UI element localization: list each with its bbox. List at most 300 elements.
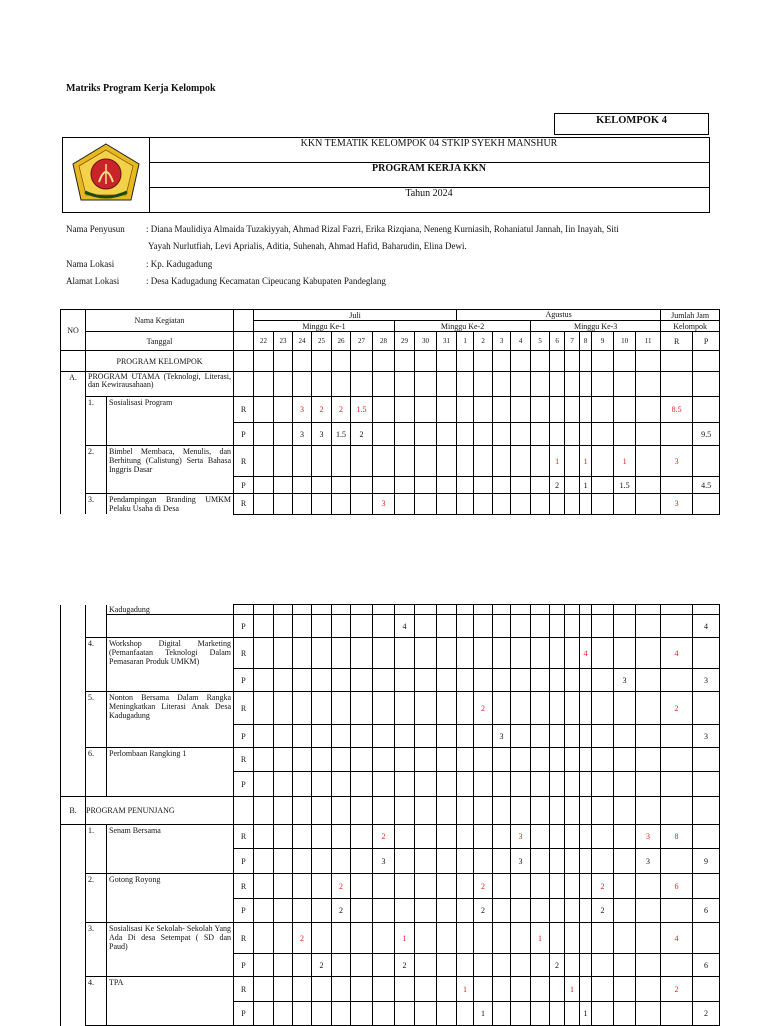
p-value bbox=[293, 725, 312, 748]
empty-cell bbox=[661, 797, 693, 825]
r-value bbox=[274, 638, 293, 669]
r-value bbox=[580, 874, 592, 899]
p-value bbox=[511, 954, 531, 977]
p-value: 1.5 bbox=[332, 423, 351, 446]
p-value bbox=[580, 423, 592, 446]
p-value bbox=[395, 1002, 415, 1026]
empty-cell bbox=[274, 351, 293, 372]
r-value bbox=[580, 692, 592, 725]
r-value bbox=[531, 692, 550, 725]
r-value bbox=[531, 748, 550, 772]
table-row bbox=[61, 310, 720, 321]
p-value bbox=[274, 423, 293, 446]
header-line2: PROGRAM KERJA KKN bbox=[149, 162, 709, 188]
p-value bbox=[293, 772, 312, 797]
activity-name-continued: Kadugadung bbox=[107, 605, 234, 615]
p-value bbox=[254, 725, 274, 748]
r-value bbox=[511, 446, 531, 477]
p-value bbox=[274, 849, 293, 874]
p-label: P bbox=[234, 899, 254, 923]
r-value bbox=[531, 977, 550, 1002]
p-value bbox=[457, 954, 474, 977]
r-value bbox=[332, 446, 351, 477]
alamat-value: : Desa Kadugadung Kecamatan Cipeucang Kabupaten Pandeglang bbox=[146, 276, 386, 286]
no-cell bbox=[61, 351, 86, 372]
r-value bbox=[493, 494, 511, 515]
r-value bbox=[293, 494, 312, 515]
r-value: 1 bbox=[565, 977, 580, 1002]
r-value bbox=[550, 397, 565, 423]
r-value bbox=[493, 397, 511, 423]
r-value bbox=[511, 397, 531, 423]
r-value bbox=[312, 977, 332, 1002]
p-value bbox=[274, 1002, 293, 1026]
table-row bbox=[61, 825, 720, 849]
empty-cell bbox=[580, 797, 592, 825]
date-cell: 5 bbox=[531, 332, 550, 351]
date-cell: 22 bbox=[254, 332, 274, 351]
p-value bbox=[437, 477, 457, 494]
activity-name: Senam Bersama bbox=[107, 825, 234, 874]
alamat-label: Alamat Lokasi bbox=[66, 276, 120, 286]
r-value bbox=[395, 977, 415, 1002]
p-value bbox=[531, 477, 550, 494]
p-value bbox=[312, 477, 332, 494]
p-value: 1 bbox=[580, 1002, 592, 1026]
penyusun-label: Nama Penyusun bbox=[66, 224, 125, 234]
date-cell: 27 bbox=[351, 332, 373, 351]
group-box: KELOMPOK 4 bbox=[554, 113, 709, 135]
table-row bbox=[61, 638, 720, 669]
r-value bbox=[565, 825, 580, 849]
p-total: 4 bbox=[693, 615, 720, 638]
month-agustus: Agustus bbox=[457, 310, 661, 321]
jumlah-jam-header: Jumlah Jam bbox=[661, 310, 720, 321]
p-value bbox=[580, 899, 592, 923]
empty-cell bbox=[395, 351, 415, 372]
date-cell: 30 bbox=[415, 332, 437, 351]
r-value bbox=[493, 446, 511, 477]
p-value bbox=[457, 725, 474, 748]
p-value bbox=[437, 1002, 457, 1026]
p-value bbox=[351, 1002, 373, 1026]
p-total-empty bbox=[693, 825, 720, 849]
r-total: 4 bbox=[661, 923, 693, 954]
r-value bbox=[437, 397, 457, 423]
p-value bbox=[415, 1002, 437, 1026]
r-value bbox=[493, 874, 511, 899]
p-value bbox=[550, 1002, 565, 1026]
activity-name: Gotong Royong bbox=[107, 874, 234, 923]
date-cell: 29 bbox=[395, 332, 415, 351]
empty-cell bbox=[312, 605, 332, 615]
r-value bbox=[312, 638, 332, 669]
r-value bbox=[274, 494, 293, 515]
r-value bbox=[565, 446, 580, 477]
date-cell: 1 bbox=[457, 332, 474, 351]
empty-cell bbox=[332, 797, 351, 825]
p-value: 1 bbox=[580, 477, 592, 494]
empty-cell bbox=[565, 351, 580, 372]
r-value bbox=[565, 494, 580, 515]
r-value bbox=[254, 692, 274, 725]
p-value bbox=[474, 477, 493, 494]
empty-cell bbox=[395, 605, 415, 615]
p-value bbox=[474, 725, 493, 748]
r-value bbox=[437, 825, 457, 849]
r-value bbox=[293, 692, 312, 725]
r-total: 6 bbox=[661, 874, 693, 899]
r-value bbox=[254, 748, 274, 772]
p-value bbox=[636, 954, 661, 977]
r-value bbox=[511, 494, 531, 515]
r-value: 1 bbox=[395, 923, 415, 954]
date-cell: 2 bbox=[474, 332, 493, 351]
r-value bbox=[592, 923, 614, 954]
r-value bbox=[592, 748, 614, 772]
r-value bbox=[493, 977, 511, 1002]
r-total: 4 bbox=[661, 638, 693, 669]
r-value bbox=[312, 825, 332, 849]
p-value bbox=[511, 772, 531, 797]
empty-cell bbox=[332, 351, 351, 372]
p-value bbox=[511, 1002, 531, 1026]
total-p-header: P bbox=[693, 332, 720, 351]
r-value bbox=[415, 638, 437, 669]
r-value bbox=[437, 638, 457, 669]
r-value bbox=[636, 397, 661, 423]
activity-name: Nonton Bersama Dalam Rangka Meningkatkan Literasi Anak Desa Kadugadung bbox=[107, 692, 234, 748]
p-value bbox=[373, 899, 395, 923]
empty-cell bbox=[550, 605, 565, 615]
date-cell: 24 bbox=[293, 332, 312, 351]
r-value bbox=[531, 874, 550, 899]
p-value bbox=[636, 423, 661, 446]
p-value bbox=[293, 849, 312, 874]
p-value bbox=[395, 669, 415, 692]
empty-cell bbox=[274, 797, 293, 825]
r-value bbox=[636, 977, 661, 1002]
no-cell bbox=[61, 748, 86, 797]
p-value bbox=[493, 423, 511, 446]
empty-cell bbox=[274, 372, 293, 397]
r-value bbox=[614, 692, 636, 725]
activity-no: 2. bbox=[86, 874, 107, 923]
p-value bbox=[550, 669, 565, 692]
empty-cell bbox=[614, 351, 636, 372]
empty-cell bbox=[614, 372, 636, 397]
p-value bbox=[511, 477, 531, 494]
r-value bbox=[511, 977, 531, 1002]
p-value: 2 bbox=[312, 954, 332, 977]
p-value bbox=[531, 669, 550, 692]
empty-cell bbox=[293, 351, 312, 372]
p-value: 3 bbox=[373, 849, 395, 874]
p-value bbox=[415, 725, 437, 748]
p-value bbox=[312, 899, 332, 923]
date-cell: 10 bbox=[614, 332, 636, 351]
r-value bbox=[395, 446, 415, 477]
p-value bbox=[493, 954, 511, 977]
r-value bbox=[565, 748, 580, 772]
p-value bbox=[474, 423, 493, 446]
p-value bbox=[351, 615, 373, 638]
lokasi-value: : Kp. Kadugadung bbox=[146, 259, 213, 269]
section-a-name: PROGRAM UTAMA (Teknologi, Literasi, dan Kewirausahaan) bbox=[86, 372, 234, 397]
p-value bbox=[550, 899, 565, 923]
empty-cell bbox=[437, 372, 457, 397]
p-value bbox=[332, 849, 351, 874]
empty-cell bbox=[351, 351, 373, 372]
r-value bbox=[531, 825, 550, 849]
p-value bbox=[351, 669, 373, 692]
p-value bbox=[565, 423, 580, 446]
r-value bbox=[332, 494, 351, 515]
empty-cell bbox=[274, 605, 293, 615]
r-value bbox=[312, 748, 332, 772]
r-value bbox=[474, 638, 493, 669]
p-value bbox=[274, 477, 293, 494]
p-value bbox=[415, 423, 437, 446]
r-value bbox=[332, 748, 351, 772]
r-value bbox=[636, 874, 661, 899]
r-total-empty bbox=[661, 772, 693, 797]
p-value bbox=[565, 725, 580, 748]
r-total-empty bbox=[661, 899, 693, 923]
p-value bbox=[592, 477, 614, 494]
p-value bbox=[274, 772, 293, 797]
p-value bbox=[614, 725, 636, 748]
p-total: 9.5 bbox=[693, 423, 720, 446]
table-row bbox=[61, 692, 720, 725]
empty-cell bbox=[493, 372, 511, 397]
p-value bbox=[274, 725, 293, 748]
r-value bbox=[565, 923, 580, 954]
week-3: Minggu Ke-3 bbox=[531, 321, 661, 332]
p-value bbox=[614, 615, 636, 638]
empty-name bbox=[107, 615, 234, 638]
no-cell bbox=[61, 446, 86, 494]
p-value bbox=[415, 615, 437, 638]
empty-cell bbox=[474, 605, 493, 615]
empty-cell bbox=[614, 605, 636, 615]
p-value bbox=[395, 772, 415, 797]
r-value bbox=[293, 446, 312, 477]
empty-cell bbox=[415, 797, 437, 825]
p-value bbox=[511, 669, 531, 692]
p-value bbox=[415, 669, 437, 692]
r-label: R bbox=[234, 748, 254, 772]
p-value bbox=[415, 772, 437, 797]
p-value bbox=[636, 477, 661, 494]
r-value bbox=[293, 874, 312, 899]
date-cell: 28 bbox=[373, 332, 395, 351]
r-total bbox=[661, 748, 693, 772]
r-value bbox=[580, 494, 592, 515]
p-value bbox=[565, 1002, 580, 1026]
r-value bbox=[373, 638, 395, 669]
r-value bbox=[274, 397, 293, 423]
p-value bbox=[531, 423, 550, 446]
r-value bbox=[437, 977, 457, 1002]
activity-no: 4. bbox=[86, 638, 107, 692]
p-value bbox=[373, 669, 395, 692]
p-value bbox=[636, 899, 661, 923]
empty-cell bbox=[636, 797, 661, 825]
r-value bbox=[415, 446, 437, 477]
table-row bbox=[61, 923, 720, 954]
activity-no: 6. bbox=[86, 748, 107, 797]
date-cell: 4 bbox=[511, 332, 531, 351]
p-value bbox=[636, 669, 661, 692]
r-value bbox=[415, 874, 437, 899]
p-value bbox=[373, 423, 395, 446]
p-value bbox=[531, 772, 550, 797]
r-value bbox=[274, 977, 293, 1002]
r-total-empty bbox=[661, 1002, 693, 1026]
p-value bbox=[565, 899, 580, 923]
p-value bbox=[293, 477, 312, 494]
r-value bbox=[550, 825, 565, 849]
r-value bbox=[254, 638, 274, 669]
p-value bbox=[395, 725, 415, 748]
p-value: 3 bbox=[493, 725, 511, 748]
p-value bbox=[274, 954, 293, 977]
p-total-empty bbox=[693, 494, 720, 515]
r-value bbox=[457, 397, 474, 423]
empty-cell bbox=[580, 372, 592, 397]
no-cell bbox=[61, 825, 86, 874]
r-value bbox=[373, 397, 395, 423]
penyusun-value-line2: Yayah Nurlutfiah, Levi Aprialis, Aditia, Suhenah, Ahmad Hafid, Baharudin, Elina Dewi. bbox=[148, 241, 467, 251]
empty-cell bbox=[580, 605, 592, 615]
r-total: 3 bbox=[661, 446, 693, 477]
activity-name: Perlombaan Rangking 1 bbox=[107, 748, 234, 797]
empty-cell bbox=[636, 605, 661, 615]
r-value bbox=[565, 874, 580, 899]
r-value bbox=[312, 494, 332, 515]
r-value bbox=[457, 494, 474, 515]
empty-cell bbox=[693, 351, 720, 372]
r-value bbox=[592, 825, 614, 849]
r-value bbox=[474, 494, 493, 515]
empty-cell bbox=[592, 797, 614, 825]
r-value bbox=[474, 825, 493, 849]
r-value bbox=[351, 977, 373, 1002]
p-value bbox=[493, 615, 511, 638]
r-value bbox=[373, 923, 395, 954]
empty-cell bbox=[415, 372, 437, 397]
empty-cell bbox=[373, 372, 395, 397]
p-value bbox=[493, 669, 511, 692]
empty-cell bbox=[550, 372, 565, 397]
r-value bbox=[395, 748, 415, 772]
r-value bbox=[351, 923, 373, 954]
r-value bbox=[351, 692, 373, 725]
p-value bbox=[531, 954, 550, 977]
p-total: 6 bbox=[693, 954, 720, 977]
p-value bbox=[493, 772, 511, 797]
r-total-empty bbox=[661, 423, 693, 446]
p-value: 3 bbox=[312, 423, 332, 446]
empty-cell bbox=[580, 351, 592, 372]
p-value bbox=[565, 669, 580, 692]
p-value bbox=[437, 669, 457, 692]
empty-cell bbox=[373, 605, 395, 615]
r-value bbox=[351, 494, 373, 515]
p-value bbox=[592, 1002, 614, 1026]
r-value bbox=[614, 494, 636, 515]
r-value bbox=[274, 692, 293, 725]
r-total-empty bbox=[661, 615, 693, 638]
r-value bbox=[511, 923, 531, 954]
r-value bbox=[531, 494, 550, 515]
p-value bbox=[636, 772, 661, 797]
r-value bbox=[437, 923, 457, 954]
empty-cell bbox=[474, 351, 493, 372]
r-value: 2 bbox=[592, 874, 614, 899]
p-label: P bbox=[234, 772, 254, 797]
p-label: P bbox=[234, 615, 254, 638]
r-value: 3 bbox=[511, 825, 531, 849]
col-no-header: NO bbox=[61, 310, 86, 351]
empty-cell bbox=[531, 351, 550, 372]
r-value bbox=[351, 638, 373, 669]
r-value: 1 bbox=[580, 446, 592, 477]
p-total: 4.5 bbox=[693, 477, 720, 494]
p-value bbox=[395, 849, 415, 874]
r-value bbox=[614, 638, 636, 669]
r-value bbox=[457, 446, 474, 477]
tanggal-label: Tanggal bbox=[86, 332, 234, 351]
r-value bbox=[457, 825, 474, 849]
activity-no bbox=[86, 605, 107, 638]
r-total-empty bbox=[661, 669, 693, 692]
p-value bbox=[565, 849, 580, 874]
p-value bbox=[395, 899, 415, 923]
section-b-name: PROGRAM PENUNJANG bbox=[86, 797, 234, 825]
no-cell bbox=[61, 874, 86, 923]
p-value bbox=[293, 1002, 312, 1026]
empty-cell bbox=[511, 351, 531, 372]
r-value: 2 bbox=[332, 397, 351, 423]
empty-cell bbox=[415, 351, 437, 372]
r-value bbox=[312, 923, 332, 954]
empty-cell bbox=[293, 605, 312, 615]
r-value bbox=[592, 446, 614, 477]
empty-cell bbox=[493, 797, 511, 825]
table-row bbox=[61, 797, 720, 825]
empty-cell bbox=[592, 351, 614, 372]
r-value: 3 bbox=[636, 825, 661, 849]
p-value bbox=[493, 899, 511, 923]
r-value bbox=[415, 923, 437, 954]
table-row bbox=[61, 332, 720, 351]
r-value: 1 bbox=[531, 923, 550, 954]
p-value bbox=[437, 849, 457, 874]
lokasi-label: Nama Lokasi bbox=[66, 259, 115, 269]
p-total-empty bbox=[693, 446, 720, 477]
p-value bbox=[550, 772, 565, 797]
r-value bbox=[254, 825, 274, 849]
activity-no: 1. bbox=[86, 825, 107, 874]
p-value bbox=[580, 669, 592, 692]
r-value bbox=[511, 638, 531, 669]
no-cell bbox=[61, 638, 86, 692]
p-value bbox=[636, 615, 661, 638]
p-value bbox=[332, 615, 351, 638]
r-value bbox=[580, 977, 592, 1002]
